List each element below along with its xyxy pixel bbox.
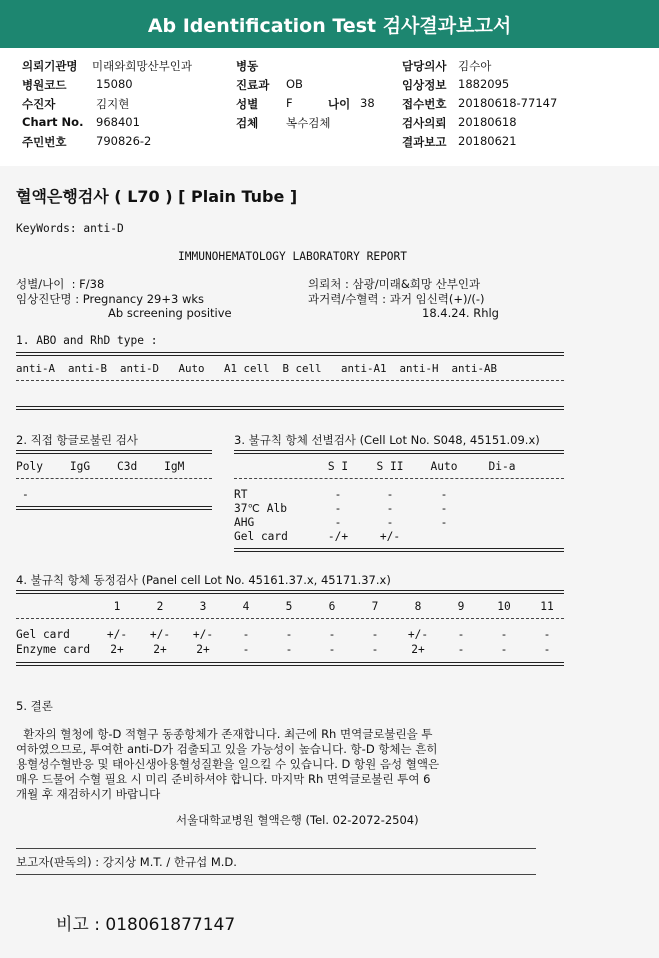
s3-cell: -: [334, 488, 342, 501]
dept-label: 진료과: [236, 78, 270, 92]
single-rule: [16, 618, 564, 619]
diagnosis-detail: Ab screening positive: [108, 306, 232, 320]
diagnosis: 임상진단명 : Pregnancy 29+3 wks: [16, 292, 205, 306]
sex-age: 성별/나이 : F/38: [16, 277, 105, 291]
double-rule: [234, 450, 564, 454]
hospital-label: 의뢰기관명: [22, 59, 78, 73]
s3-cell: -: [386, 516, 394, 529]
conclusion-line-5: 개월 후 재검하시기 바랍니다: [16, 787, 161, 801]
note: 비고 : 018061877147: [56, 915, 236, 935]
s3-col-header: S I: [327, 460, 349, 473]
s4-cell: +/-: [106, 628, 128, 641]
request-value: 20180618: [458, 115, 517, 129]
s4-cell: 2+: [153, 643, 167, 656]
s4-cell: +/-: [192, 628, 214, 641]
section5-title: 5. 결론: [16, 699, 53, 713]
s3-cell: -/+: [327, 530, 349, 543]
s4-col-header: 8: [414, 600, 422, 613]
s3-row-label: Gel card: [234, 530, 288, 543]
single-rule: [16, 380, 564, 381]
specimen-label: 검체: [236, 116, 259, 130]
report-title: Ab Identification Test 검사결과보고서: [0, 0, 659, 48]
dat-result: -: [22, 488, 29, 501]
report-label: 결과보고: [402, 135, 447, 149]
s3-col-header: Di-a: [488, 460, 516, 473]
doctor-value: 김수아: [458, 59, 492, 73]
s4-cell: +/-: [149, 628, 171, 641]
s3-cell: -: [386, 502, 394, 515]
s4-cell: +/-: [407, 628, 429, 641]
s3-cell: -: [440, 516, 448, 529]
ward-label: 병동: [236, 59, 259, 73]
abo-columns: anti-A anti-B anti-D Auto A1 cell B cell anti-A1 anti-H anti-AB: [16, 362, 498, 375]
history-detail: 18.4.24. Rhlg: [422, 306, 499, 320]
section4-title: 4. 불규칙 항체 동정검사 (Panel cell Lot No. 45161.37.x, 45171.37.x): [16, 573, 391, 587]
dept-value: OB: [286, 77, 303, 91]
s3-col-header: S II: [376, 460, 404, 473]
s4-col-header: 10: [497, 600, 511, 613]
resident-value: 790826-2: [96, 134, 152, 148]
s4-col-header: 7: [371, 600, 379, 613]
s4-cell: -: [242, 628, 250, 641]
s3-cell: -: [440, 502, 448, 515]
s4-cell: -: [242, 643, 250, 656]
s4-row-label: Gel card: [16, 628, 70, 641]
report-header: [0, 48, 659, 167]
single-rule: [234, 478, 564, 479]
s4-cell: -: [328, 643, 336, 656]
bloodbank-contact: 서울대학교병원 혈액은행 (Tel. 02-2072-2504): [176, 813, 419, 827]
sex-label: 성별: [236, 97, 259, 111]
single-rule: [16, 478, 212, 479]
s4-cell: -: [285, 643, 293, 656]
s4-col-header: 5: [285, 600, 293, 613]
s4-cell: -: [371, 643, 379, 656]
s4-col-header: 2: [156, 600, 164, 613]
doctor-label: 담당의사: [402, 59, 447, 73]
code-label: 병원코드: [22, 78, 67, 92]
clinical-label: 임상정보: [402, 78, 447, 92]
dat-columns: Poly IgG C3d IgM: [16, 460, 185, 473]
s4-cell: -: [328, 628, 336, 641]
single-rule: [16, 848, 536, 849]
s3-cell: +/-: [379, 530, 401, 543]
sex-value: F: [286, 96, 293, 110]
double-rule: [16, 450, 212, 454]
s3-cell: -: [334, 516, 342, 529]
section1-title: 1. ABO and RhD type :: [16, 334, 158, 347]
section3-title: 3. 불규칙 항체 선별검사 (Cell Lot No. S048, 45151.09.x): [234, 433, 540, 447]
request-label: 검사의뢰: [402, 116, 447, 130]
receipt-value: 20180618-77147: [458, 96, 558, 110]
s4-cell: -: [457, 628, 465, 641]
requester: 의뢰처 : 삼광/미래&희망 산부인과: [308, 277, 481, 291]
conclusion-line-2: 여하였으므로, 투여한 anti-D가 검출되고 있을 가능성이 높습니다. 항-D 항체는 흔히: [16, 742, 438, 756]
s4-cell: -: [500, 628, 508, 641]
s3-cell: -: [440, 488, 448, 501]
s4-cell: -: [457, 643, 465, 656]
single-rule: [16, 874, 536, 875]
clinical-value: 1882095: [458, 77, 510, 91]
s4-col-header: 6: [328, 600, 336, 613]
age-value: 38: [360, 96, 375, 110]
history: 과거력/수혈력 : 과거 임신력(+)/(-): [308, 292, 485, 306]
s3-col-header: Auto: [430, 460, 458, 473]
double-rule: [16, 506, 212, 510]
s4-col-header: 9: [457, 600, 465, 613]
doc-heading: 혈액은행검사 ( L70 ) [ Plain Tube ]: [16, 187, 298, 206]
conclusion-line-4: 매우 드물어 수혈 필요 시 미리 준비하셔야 합니다. 마지막 Rh 면역글로불린 투여 6: [16, 772, 431, 786]
s3-row-label: 37℃ Alb: [234, 502, 287, 515]
s4-row-label: Enzyme card: [16, 643, 91, 656]
s3-cell: -: [334, 502, 342, 515]
double-rule: [16, 406, 564, 410]
conclusion-line-3: 용혈성수혈반응 및 태아신생아용혈성질환을 일으킬 수 있습니다. D 항원 음성 혈액은: [16, 757, 440, 771]
report-value: 20180621: [458, 134, 517, 148]
keywords: KeyWords: anti-D: [16, 222, 124, 235]
reporter: 보고자(판독의) : 강지상 M.T. / 한규섭 M.D.: [16, 855, 237, 869]
s4-cell: 2+: [196, 643, 210, 656]
double-rule: [16, 352, 564, 356]
patient-value: 김지현: [96, 97, 130, 111]
s4-cell: -: [500, 643, 508, 656]
s3-row-label: RT: [234, 488, 248, 501]
section2-title: 2. 직접 항글로불린 검사: [16, 433, 138, 447]
s3-cell: -: [386, 488, 394, 501]
hospital-value: 미래와희망산부인과: [92, 59, 192, 73]
resident-label: 주민번호: [22, 135, 67, 149]
s4-cell: -: [285, 628, 293, 641]
patient-label: 수진자: [22, 97, 56, 111]
double-rule: [16, 662, 564, 666]
s4-cell: 2+: [110, 643, 124, 656]
code-value: 15080: [96, 77, 133, 91]
s3-row-label: AHG: [234, 516, 255, 529]
specimen-value: 복수검체: [286, 116, 331, 130]
conclusion-line-1: 환자의 혈청에 항-D 적혈구 동종항체가 존재합니다. 최근에 Rh 면역글로불린을 투: [16, 727, 433, 741]
chart-value: 968401: [96, 115, 140, 129]
s4-col-header: 3: [199, 600, 207, 613]
s4-cell: 2+: [411, 643, 425, 656]
chart-label: Chart No.: [22, 115, 84, 129]
double-rule: [16, 590, 564, 594]
double-rule: [234, 548, 564, 552]
age-label: 나이: [328, 97, 351, 111]
scanned-report: [0, 166, 659, 958]
s4-col-header: 4: [242, 600, 250, 613]
receipt-label: 접수번호: [402, 97, 447, 111]
s4-cell: -: [543, 628, 551, 641]
s4-col-header: 1: [113, 600, 121, 613]
lab-title: IMMUNOHEMATOLOGY LABORATORY REPORT: [178, 250, 408, 263]
s4-cell: -: [543, 643, 551, 656]
s4-cell: -: [371, 628, 379, 641]
s4-col-header: 11: [540, 600, 554, 613]
